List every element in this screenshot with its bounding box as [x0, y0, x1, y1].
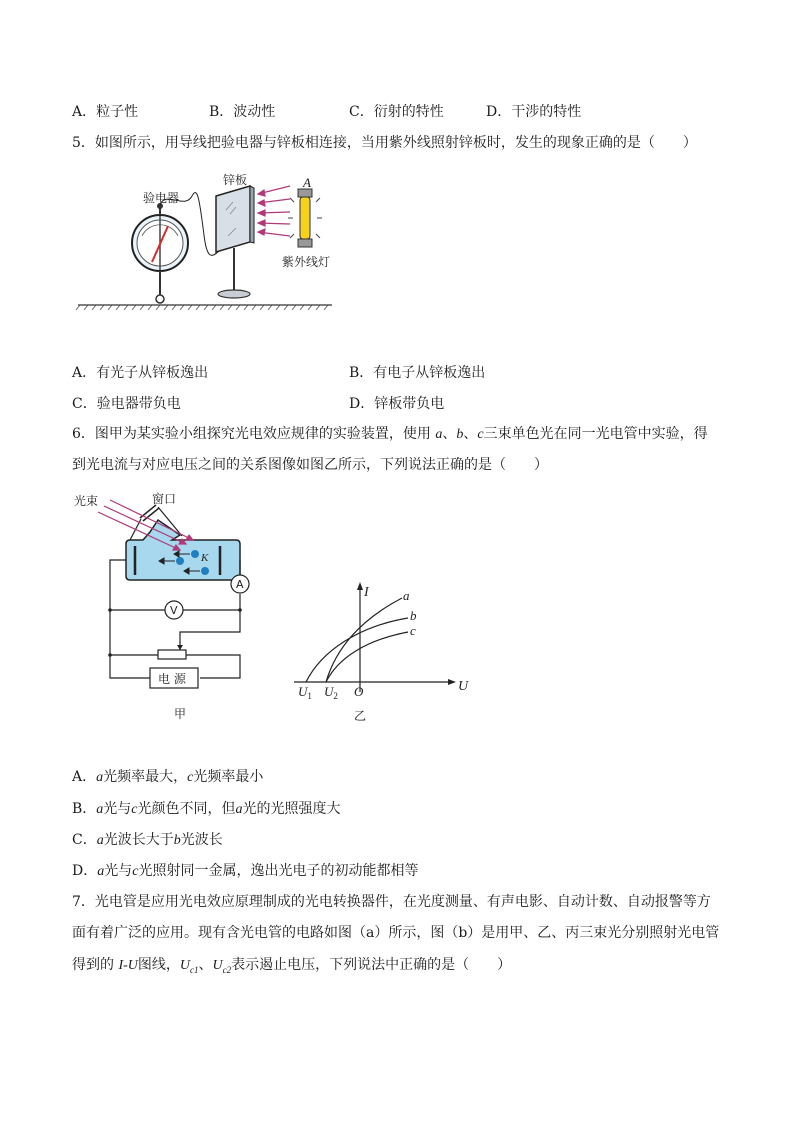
curve-b-label: b — [410, 608, 417, 623]
uv-rays — [258, 186, 290, 236]
origin-label: O — [354, 684, 364, 699]
window-label: 窗口 — [152, 492, 177, 506]
q6-stem-line1: 6．图甲为某实验小组探究光电效应规律的实验装置，使用 a、b、c三束单色光在同一光电管中实验，得 — [72, 426, 708, 442]
q7-stem-line2: 面有着广泛的应用。现有含光电管的电路如图（a）所示，图（b）是用甲、乙、丙三束光分别照射光电管 — [72, 925, 720, 941]
q6-option-c: C．a光波长大于b光波长 — [72, 832, 223, 848]
voltmeter-label: V — [170, 604, 178, 617]
q4-option-b: B．波动性 — [209, 104, 276, 120]
q4-option-a: A．粒子性 — [72, 104, 139, 120]
curve-a-label: a — [403, 588, 410, 603]
electroscope-label: 验电器 — [143, 191, 180, 205]
uv-lamp — [288, 189, 322, 247]
rheostat — [158, 650, 186, 659]
zinc-plate — [216, 186, 254, 298]
power-source-label: 电 源 — [158, 672, 186, 686]
ammeter-label: A — [236, 578, 244, 591]
lamp-letter-label: A — [303, 175, 311, 190]
i-axis-label: I — [364, 585, 369, 600]
uv-lamp-label: 紫外线灯 — [282, 255, 331, 269]
q5-option-d: D．锌板带负电 — [349, 396, 445, 412]
q4-option-c: C．衍射的特性 — [349, 104, 444, 120]
u1-label: $U_1$ — [298, 684, 312, 701]
curve-a — [326, 598, 402, 682]
q6-stem-line2: 到光电流与对应电压之间的关系图像如图乙所示，下列说法正确的是（ ） — [72, 457, 548, 473]
caption-jia: 甲 — [174, 707, 187, 721]
q6-option-d: D．a光与c光照射同一金属，逸出光电子的初动能都相等 — [72, 863, 419, 879]
q5-figure — [72, 165, 372, 315]
q6-option-b: B．a光与c光颜色不同，但a光的光照强度大 — [72, 801, 341, 817]
q6-option-a: A．a光频率最大，c光频率最小 — [72, 769, 264, 785]
q5-option-b: B．有电子从锌板逸出 — [349, 365, 486, 381]
electroscope — [132, 203, 188, 303]
curve-c — [326, 632, 408, 682]
q5-option-a: A．有光子从锌板逸出 — [72, 365, 209, 381]
q5-option-c: C．验电器带负电 — [72, 396, 181, 412]
u2-label: $U_2$ — [324, 684, 338, 701]
q6-iu-graph — [288, 578, 478, 726]
caption-yi: 乙 — [354, 709, 367, 723]
u-axis-label: U — [458, 679, 469, 694]
q7-stem-line3: 得到的 I-U图线，$U_{c1}$、$U_{c2}$表示遏止电压，下列说法中正确的是（ ） — [72, 957, 512, 975]
curve-c-label: c — [410, 623, 416, 638]
cathode-label: K — [201, 552, 209, 564]
q4-option-d: D．干涉的特性 — [486, 104, 582, 120]
q5-stem: 5．如图所示，用导线把验电器与锌板相连接，当用紫外线照射锌板时，发生的现象正确的是（ ） — [72, 135, 697, 151]
beam-label: 光束 — [74, 494, 99, 508]
zinc-plate-label: 锌板 — [223, 173, 248, 187]
q6-apparatus-figure — [72, 488, 272, 723]
q7-stem-line1: 7．光电管是应用光电效应原理制成的光电转换器件，在光度测量、有声电影、自动计数、自动报警等方 — [72, 894, 711, 910]
